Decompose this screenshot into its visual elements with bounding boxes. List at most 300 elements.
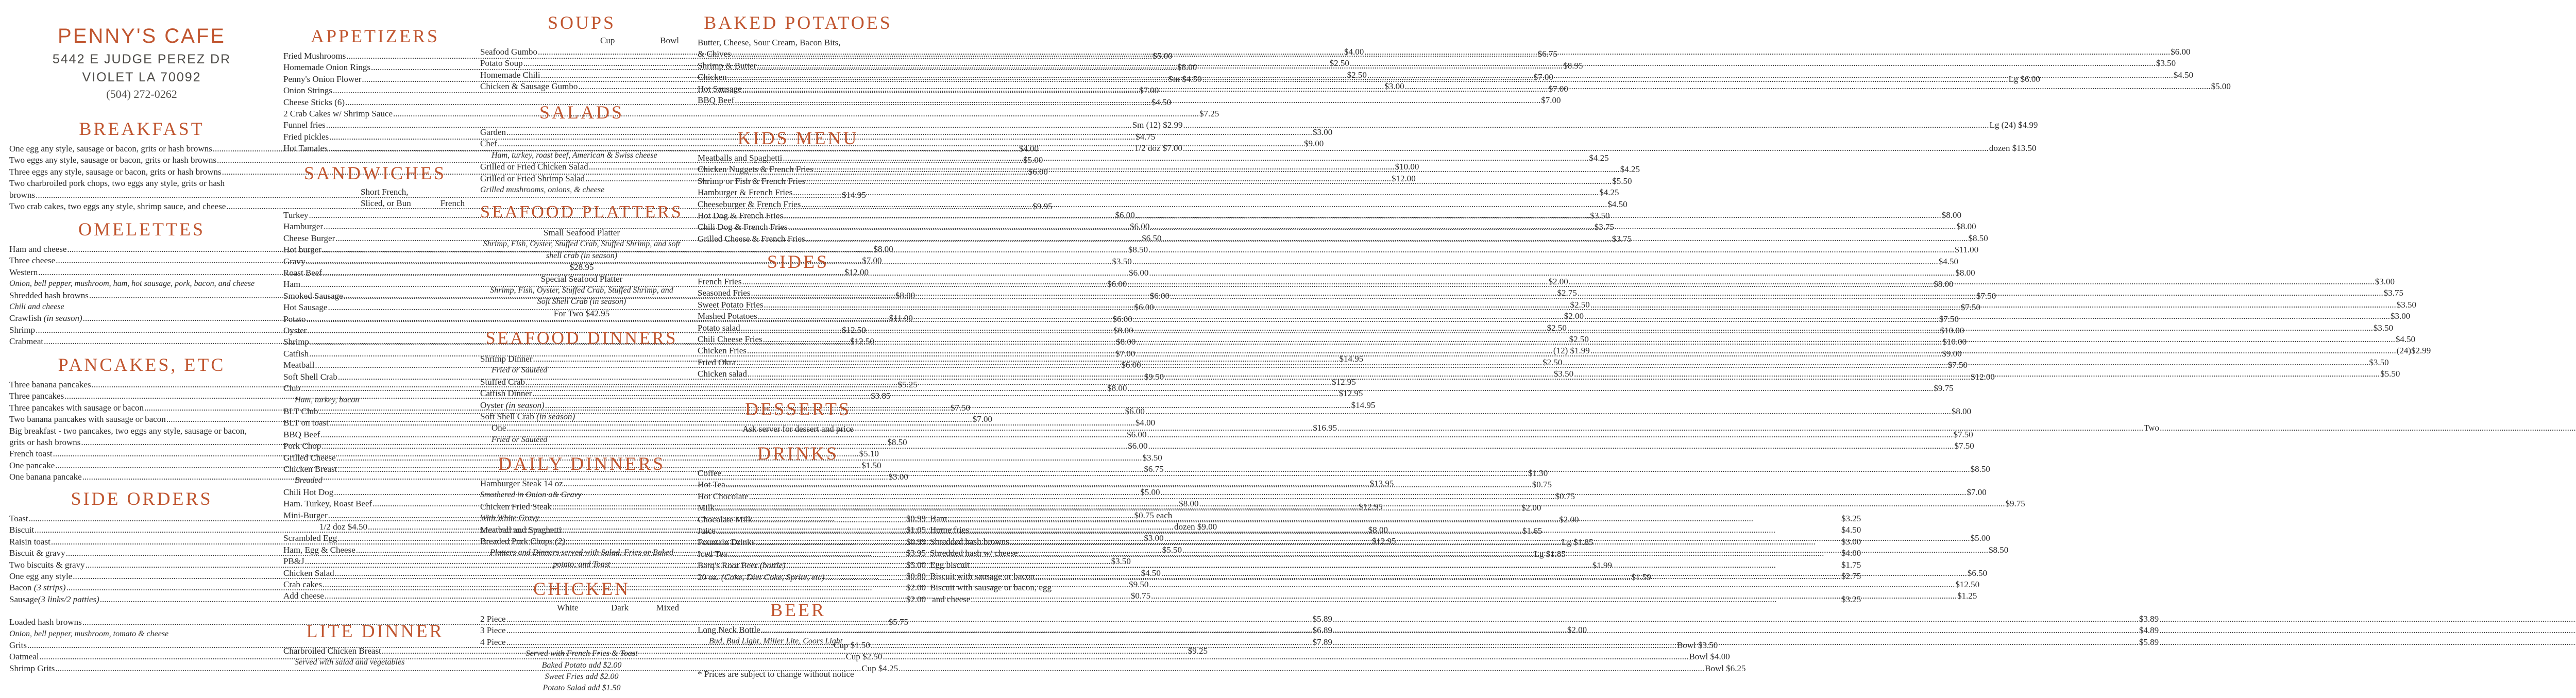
item-price-cup: Cup $1.50 xyxy=(834,640,870,651)
item-price: $12.95 xyxy=(1358,501,1383,512)
dot-leader xyxy=(763,334,1569,345)
item-name-text: One egg any style, sausage or bacon, grits or hash browns xyxy=(9,144,212,154)
item-name-text: Shredded hash browns xyxy=(9,290,89,300)
item-price: $8.00 xyxy=(873,244,893,254)
item-price: $6.00 xyxy=(1028,166,1048,177)
item-name-text: Gravy xyxy=(283,256,306,266)
item-name xyxy=(9,437,80,448)
chicken-note-1: Served with French Fries & Toast xyxy=(526,649,638,658)
item-price-b: (24)$2.99 xyxy=(2396,346,2431,356)
item-price: Lg $6.00 xyxy=(2008,74,2040,84)
item-name xyxy=(698,233,805,245)
item-price: $5.00 xyxy=(1023,155,1043,165)
item-price: $1.65 xyxy=(1522,526,1543,536)
item-name-text: Two eggs any style, sausage or bacon, grits or hash browns xyxy=(9,155,217,165)
item-price-b: $7.00 xyxy=(1967,487,1987,497)
item-name-text: & Chives xyxy=(698,49,731,59)
item-name xyxy=(283,336,309,348)
item-price-a: $6.00 xyxy=(1128,441,1148,451)
item-price-b: $6.50 xyxy=(1967,568,1988,578)
item-name-text: Two xyxy=(2144,423,2160,433)
item-name-text: Oyster xyxy=(283,326,307,336)
item-price-b: $12.50 xyxy=(1955,580,1980,589)
daily-dinners-heading: DAILY DINNERS xyxy=(498,453,666,474)
item-price: $1.05 xyxy=(906,525,926,535)
item-name-text: Potato xyxy=(283,314,306,324)
item-price: $3.00 xyxy=(888,472,908,482)
item-name-text: Hamburger Steak 14 oz xyxy=(480,479,563,488)
item-name-text: Charbroiled Chicken Breast xyxy=(283,646,381,656)
chicken-white-head: White xyxy=(557,603,579,612)
item-name xyxy=(698,287,750,299)
item-note: Chili and cheese xyxy=(9,302,64,312)
item-price: dozen $9.00 xyxy=(1174,521,1217,532)
dot-leader xyxy=(1590,345,2396,356)
item-name xyxy=(698,479,725,490)
item-name-text: and cheese xyxy=(929,594,971,604)
item-price: $3.00 xyxy=(1313,127,1333,137)
item-name-text: Home fries xyxy=(929,525,969,535)
item-name xyxy=(480,127,506,138)
item-price: $1.99 xyxy=(1592,560,1612,571)
item-price-a: $5.50 xyxy=(1162,544,1182,555)
item-name xyxy=(283,440,321,452)
item-name xyxy=(698,368,747,380)
item-price: $4.25 xyxy=(1599,188,1619,198)
item-name xyxy=(283,120,326,131)
dot-leader xyxy=(764,299,1570,311)
item-name-text: Sausage xyxy=(9,594,38,604)
item-price: $4.50 xyxy=(1151,97,1172,107)
item-price-a: $6.00 xyxy=(1127,429,1147,439)
item-name-text: Shrimp Dinner xyxy=(480,354,533,364)
item-price: $5.00 xyxy=(1153,51,1173,61)
item-name-text: Milk xyxy=(698,503,715,513)
cafe-street: 5442 E JUDGE PEREZ DR xyxy=(52,52,231,66)
dot-leader xyxy=(545,400,1351,411)
item-price-a: $4.00 xyxy=(1135,418,1156,428)
dot-leader xyxy=(1589,334,2395,345)
item-price: $4.50 xyxy=(1607,199,1628,209)
item-name-text: Oatmeal xyxy=(9,652,39,662)
item-name-text: Cheese Sticks (6) xyxy=(283,97,345,107)
item-name-text: Catfish xyxy=(283,348,309,359)
menu-item xyxy=(283,120,2038,131)
item-price-b: $7.50 xyxy=(1960,302,1980,313)
item-name-text: PB&J xyxy=(283,556,304,567)
chicken-note-3: Sweet Fries add $2.00 xyxy=(545,672,619,682)
item-name xyxy=(283,590,324,602)
item-name xyxy=(283,544,355,556)
item-price-bowl: Bowl $6.25 xyxy=(1705,663,1746,673)
item-name-text: Roast Beef xyxy=(283,268,323,278)
item-text: Two charbroiled pork chops, two eggs any style, grits or hash xyxy=(9,178,225,189)
item-price: $7.00 xyxy=(1541,95,1561,106)
item-name xyxy=(698,468,721,479)
item-price-a: $8.00 xyxy=(1113,326,1133,336)
baked-potatoes-first-line: Butter, Cheese, Sour Cream, Bacon Bits, xyxy=(698,38,841,47)
item-name-text: French toast xyxy=(9,449,53,459)
item-price-b: $11.00 xyxy=(1955,245,1979,255)
item-name xyxy=(698,152,782,164)
item-name xyxy=(283,487,333,498)
dot-leader xyxy=(742,83,1548,95)
item-price-a: $7.00 xyxy=(1115,348,1136,359)
item-name-text: Chicken Breast xyxy=(283,464,337,474)
item-price: Lg $1.85 xyxy=(1534,549,1566,559)
item-price-b: $3.50 xyxy=(2396,299,2416,310)
item-price: $7.00 xyxy=(972,414,993,424)
item-name xyxy=(9,448,53,459)
item-price-a: $3.50 xyxy=(1553,369,1574,379)
item-name xyxy=(480,46,537,58)
dot-leader xyxy=(749,491,1555,502)
item-name xyxy=(9,536,50,548)
item-price: $9.95 xyxy=(1032,201,1053,212)
item-price-a: $4.00 xyxy=(1344,47,1364,57)
item-price: $4.00 xyxy=(1841,548,1861,558)
item-name xyxy=(9,255,55,266)
item-name-text: Crawfish xyxy=(9,313,44,324)
special-platter-desc: Shrimp, Fish, Oyster, Stuffed Crab, Stuffed Shrimp, and Soft Shell Crab (in season) xyxy=(490,286,673,307)
item-name xyxy=(480,173,585,184)
item-name xyxy=(283,325,307,336)
dot-leader xyxy=(806,233,1612,245)
item-price-a: $6.00 xyxy=(1129,268,1149,278)
item-name-text: Ham, Egg & Cheese xyxy=(283,544,355,555)
item-name-text: 2 Piece xyxy=(480,614,506,624)
item-name-text: Add cheese xyxy=(283,591,324,601)
seafood-platters-heading: SEAFOOD PLATTERS xyxy=(480,202,683,222)
item-name xyxy=(9,244,66,255)
kids-menu-heading: KIDS MENU xyxy=(737,128,859,148)
item-price-a: $6.00 xyxy=(1115,210,1135,220)
item-name-text: Grilled or Fried Chicken Salad xyxy=(480,162,588,172)
item-price: $12.95 xyxy=(1332,377,1356,387)
item-name xyxy=(283,131,329,143)
cafe-name: PENNY'S CAFE xyxy=(58,25,226,47)
chicken-dark-head: Dark xyxy=(611,603,629,612)
item-name-text: Soft Shell Crab xyxy=(480,412,537,422)
item-name-italic: (2) xyxy=(554,536,565,547)
item-name-text: Meatball and Spaghetti xyxy=(480,524,562,535)
dot-leader xyxy=(716,525,1522,537)
beer-heading: BEER xyxy=(770,600,826,620)
item-name-text: Stuffed Crab xyxy=(480,377,526,387)
item-name xyxy=(9,166,222,178)
item-price: $2.00 xyxy=(1567,625,1587,635)
item-name xyxy=(283,210,309,221)
item-name-text: browns xyxy=(9,190,36,200)
item-name xyxy=(9,325,35,336)
item-price-b: $4.50 xyxy=(1938,256,1958,266)
dot-leader xyxy=(755,537,1561,548)
dot-leader xyxy=(753,514,1558,525)
item-name-text: Seafood Gumbo xyxy=(480,47,537,57)
item-price: $5.25 xyxy=(897,380,918,389)
item-name-text: Biscuit & gravy xyxy=(9,548,65,558)
item-name-text: French Fries xyxy=(698,277,742,286)
item-name-text: Soft Shell Crab xyxy=(283,371,337,382)
item-name-text: Hot Chocolate xyxy=(698,491,749,501)
cafe-header xyxy=(9,26,274,102)
item-name-text: Three banana pancakes xyxy=(9,380,91,389)
dot-leader xyxy=(1574,368,2380,380)
item-name xyxy=(9,513,28,524)
item-price-a: $8.50 xyxy=(1128,245,1148,255)
item-name-text: Biscuit with sausage or bacon xyxy=(929,571,1035,582)
dot-leader xyxy=(757,60,1563,72)
item-price-a: $4.50 xyxy=(1141,568,1161,578)
item-price: $16.95 xyxy=(1313,423,1337,433)
item-name-text: Ham. Turkey, Roast Beef xyxy=(283,499,372,509)
item-price: $0.99 xyxy=(906,514,926,523)
item-price-b: $4.50 xyxy=(2173,70,2194,80)
item-price: Lg (24) $4.99 xyxy=(1989,120,2038,130)
item-name-text: Pork Chop xyxy=(283,441,321,451)
item-price: $5.00 xyxy=(906,559,926,570)
item-name-text: Iced Tea xyxy=(698,549,727,559)
item-note: Fried or Sautéed xyxy=(492,435,548,444)
item-price-b: $3.50 xyxy=(2156,58,2176,69)
item-price: $8.50 xyxy=(887,437,907,448)
item-name xyxy=(9,594,99,605)
item-name-text: Shrimp Grits xyxy=(9,663,55,673)
item-name xyxy=(480,625,506,636)
item-name xyxy=(9,617,82,628)
item-name-text: Cheese Burger xyxy=(283,233,335,243)
item-name xyxy=(9,571,72,582)
item-name xyxy=(698,537,755,548)
item-note: Fried or Sautéed xyxy=(492,366,548,375)
item-name xyxy=(283,314,306,325)
item-name xyxy=(480,70,540,81)
dot-leader xyxy=(533,388,1338,399)
item-price: $9.00 xyxy=(1304,139,1324,149)
item-name xyxy=(480,501,552,513)
item-price-b: $1.25 xyxy=(1957,591,1977,601)
item-price-b: $3.50 xyxy=(2369,357,2389,367)
item-name-text: Juice xyxy=(698,526,716,536)
item-price-a: $2.50 xyxy=(1543,357,1563,367)
item-name-text: BLT on toast xyxy=(283,418,329,428)
item-price: $2.75 xyxy=(1841,571,1861,582)
item-name xyxy=(698,624,760,636)
item-price-b: $3.00 xyxy=(2375,277,2395,286)
item-price: $0.75 xyxy=(1555,491,1575,501)
item-name xyxy=(698,95,734,106)
item-name-text: Toast xyxy=(9,514,28,523)
item-name xyxy=(480,524,562,536)
item-price: $3.50 xyxy=(1590,211,1610,221)
dot-leader xyxy=(1584,311,2390,322)
dot-leader xyxy=(715,502,1521,514)
dot-leader xyxy=(793,187,1599,198)
item-name-text: Hamburger & French Fries xyxy=(698,188,793,198)
item-name-text: Chili Cheese Fries xyxy=(698,334,762,345)
chicken-col-heads xyxy=(480,602,683,614)
item-note: Grilled mushrooms, onions, & cheese xyxy=(480,185,605,195)
item-name xyxy=(283,302,327,313)
item-name xyxy=(698,572,824,583)
dot-leader xyxy=(1578,287,2383,299)
item-name-text: grits or hash browns xyxy=(9,437,81,448)
item-price-b: $10.00 xyxy=(1940,326,1964,336)
item-name xyxy=(698,187,792,198)
item-price-a: $6.00 xyxy=(1107,279,1127,290)
item-name xyxy=(9,143,212,155)
item-price-b: $5.00 xyxy=(1970,533,1990,543)
item-name-text: Chicken & Sausage Gumbo xyxy=(480,81,578,92)
item-price-a: $8.00 xyxy=(1107,383,1127,394)
item-price-a: $2.50 xyxy=(1347,70,1367,80)
item-name-text: Breaded Pork Chops xyxy=(480,536,555,547)
item-name xyxy=(283,97,345,108)
item-name-text: Ham xyxy=(929,514,947,523)
item-price-a: $3.50 xyxy=(1112,256,1132,266)
cafe-phone: (504) 272-0262 xyxy=(106,88,177,100)
item-price-a: $6.50 xyxy=(1142,233,1162,243)
item-name xyxy=(480,81,578,92)
item-name xyxy=(9,290,89,301)
item-name-text: Three pancakes xyxy=(9,391,64,401)
item-price: $3.75 xyxy=(1612,233,1632,244)
seafood-dinners-heading: SEAFOOD DINNERS xyxy=(485,329,678,348)
item-price: $4.75 xyxy=(1136,131,1156,142)
item-name-text: Club xyxy=(283,383,301,394)
item-price: $2.00 xyxy=(1559,514,1579,524)
dot-leader xyxy=(788,222,1594,233)
softshell-line xyxy=(480,411,683,422)
item-name xyxy=(283,417,329,429)
item-name xyxy=(698,276,741,287)
item-name xyxy=(283,371,337,383)
item-name-text: Fried Mushrooms xyxy=(283,51,346,61)
item-name-text: Potato Soup xyxy=(480,58,523,69)
item-price: $5.50 xyxy=(1612,176,1632,186)
salads-heading: SALADS xyxy=(539,102,624,123)
item-price: $10.00 xyxy=(1395,162,1419,172)
item-name-text: 20 oz. xyxy=(698,572,721,582)
item-name xyxy=(283,50,346,62)
item-price: $7.00 xyxy=(862,256,882,266)
item-name-text: Chili Hot Dog xyxy=(283,487,334,497)
item-price-a: $2.00 xyxy=(1564,311,1584,321)
item-name-text: Potato salad xyxy=(698,322,740,333)
dot-leader xyxy=(786,560,1592,571)
item-name-text: Mashed Potatoes xyxy=(698,311,757,321)
item-name xyxy=(698,311,757,322)
dot-leader xyxy=(899,663,1704,674)
item-name-text: Meatball xyxy=(283,360,315,370)
item-price-b: $8.00 xyxy=(1956,222,1976,232)
item-price: $2.00 xyxy=(906,583,926,593)
item-price-b: $5.50 xyxy=(2380,369,2400,379)
item-price: $2.00 xyxy=(906,594,926,604)
item-name-text: Bacon xyxy=(9,583,34,593)
item-name-text: BBQ Beef xyxy=(283,429,320,439)
item-name-text: Two banana pancakes with sausage or bacon xyxy=(9,414,166,424)
item-name xyxy=(9,559,85,571)
item-name-italic: (in season) xyxy=(536,412,575,422)
item-price-a: $3.00 xyxy=(1144,533,1164,543)
desserts-heading: DESSERTS xyxy=(745,399,851,419)
item-name-italic: (3 strips) xyxy=(33,583,66,593)
item-name xyxy=(480,614,506,625)
item-name xyxy=(9,313,82,324)
item-name xyxy=(698,83,741,95)
dot-leader xyxy=(814,164,1620,175)
item-name xyxy=(9,402,144,414)
item-name xyxy=(480,478,563,489)
omelettes-heading: OMELETTES xyxy=(78,219,205,240)
item-name-text: Three eggs any style, sausage or bacon, grits or hash browns xyxy=(9,166,222,177)
item-name-text: BBQ Beef xyxy=(698,95,735,106)
item-price-b: $8.00 xyxy=(1951,406,1972,416)
item-name-text: Chicken salad xyxy=(698,369,747,379)
item-name-text: Shrimp or Fish & French Fries xyxy=(698,176,806,186)
item-price-b: $3.00 xyxy=(2390,311,2411,321)
item-price-a: $3.50 xyxy=(1111,556,1131,567)
item-name-italic: (in season) xyxy=(505,400,545,410)
item-mid-price: Sm $4.50 xyxy=(1168,74,1202,84)
item-price: $9.25 xyxy=(1188,646,1208,656)
item-price-b: $12.00 xyxy=(1971,371,1995,382)
item-price-a: $2.50 xyxy=(1569,334,1589,345)
sandwiches-col-head-2: Sliced, or Bun xyxy=(361,198,411,208)
item-name-text: Two biscuits & gravy xyxy=(9,559,85,570)
item-price-bowl: Bowl $4.00 xyxy=(1689,652,1730,662)
price-disclaimer: * Prices are subject to change without notice xyxy=(698,669,854,679)
item-price: $0.75 xyxy=(1532,480,1552,490)
dot-leader xyxy=(758,311,1564,322)
dot-leader xyxy=(1132,256,1938,267)
item-price: $6.75 xyxy=(1537,49,1557,59)
item-price: $7.00 xyxy=(1548,83,1568,94)
item-price-b: $7.50 xyxy=(1939,314,1959,324)
item-price: $0.99 xyxy=(906,536,926,547)
item-price-a: $2.00 xyxy=(1548,277,1568,286)
item-name-text: BLT Club xyxy=(283,406,318,416)
chicken-note-4: Potato Salad add $1.50 xyxy=(543,684,621,693)
item-price-b: $4.89 xyxy=(2139,625,2159,636)
item-name-text: One egg any style xyxy=(9,571,73,582)
item-price-a: $6.00 xyxy=(1149,291,1170,301)
item-name xyxy=(9,201,226,212)
item-name-text: Scrambled Egg xyxy=(283,533,337,543)
item-name-text: Hot Sausage xyxy=(283,302,328,313)
item-price-a: $2.50 xyxy=(1547,322,1567,333)
item-name xyxy=(283,579,322,590)
item-name-italic: (in season) xyxy=(43,313,82,324)
desserts-section xyxy=(698,400,899,435)
item-name-text: Long Neck Bottle xyxy=(698,625,760,635)
item-price-b: $9.75 xyxy=(1934,383,1954,394)
item-price-b: $7.50 xyxy=(1953,429,1973,439)
dot-leader xyxy=(801,199,1607,210)
item-price-a: $9.50 xyxy=(1144,371,1164,382)
item-price: $12.00 xyxy=(844,267,869,277)
item-name xyxy=(698,514,752,525)
side-orders-heading: SIDE ORDERS xyxy=(71,488,213,509)
item-price: $3.25 xyxy=(1841,514,1861,523)
item-price-b: $8.00 xyxy=(1941,210,1961,220)
item-price-b: $7.50 xyxy=(1976,291,1996,301)
item-price: $8.00 xyxy=(895,290,916,300)
item-name-text: Catfish Dinner xyxy=(480,388,532,399)
dot-leader xyxy=(727,549,1533,560)
item-name xyxy=(9,336,43,347)
